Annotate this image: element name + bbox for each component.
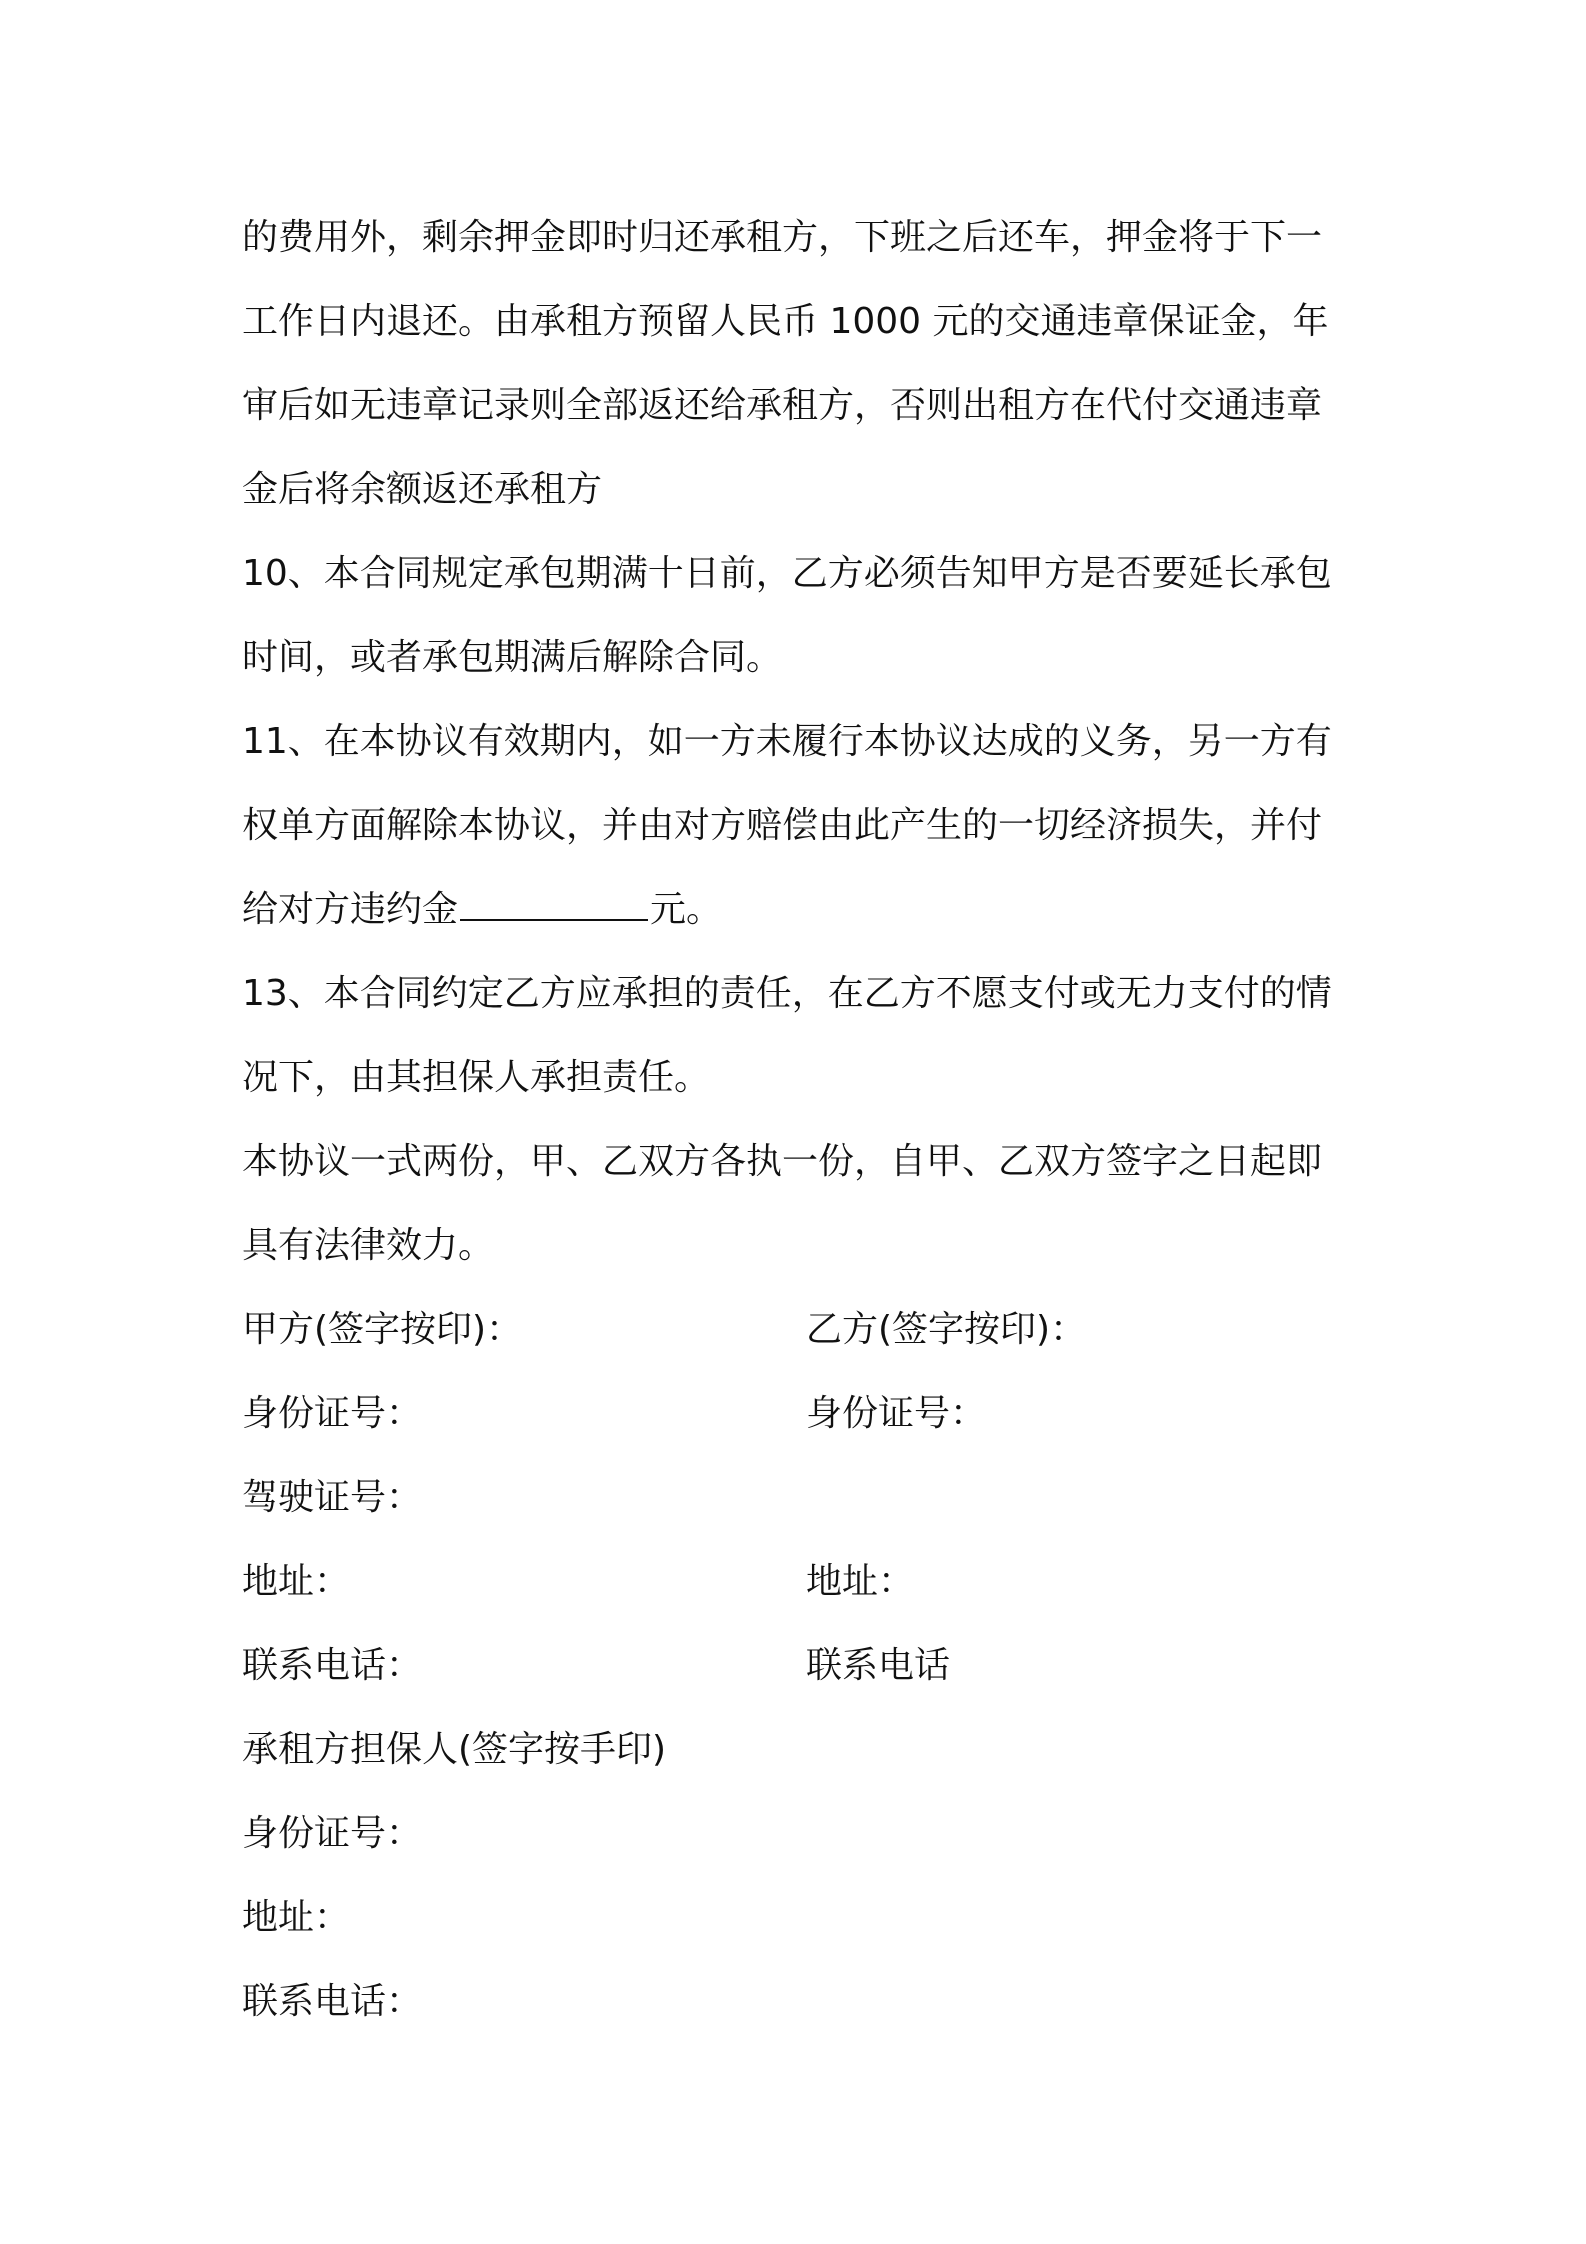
clause-11-penalty-label: 给对方违约金 (242, 889, 459, 930)
paragraph-deposit-line-2: 工作日内退还。由承租方预留人民币 1000 元的交通违章保证金，年 (242, 301, 1329, 342)
clause-10-line-1: 10、本合同规定承包期满十日前，乙方必须告知甲方是否要延长承包 (242, 553, 1332, 594)
party-b-phone-label: 联系电话 (806, 1645, 951, 1686)
clause-11-line-3 (242, 868, 1354, 952)
closing-line-2: 具有法律效力。 (242, 1225, 495, 1266)
party-a-phone-label: 联系电话： (242, 1645, 423, 1686)
party-a-address-label: 地址： (242, 1561, 351, 1602)
party-a-signature-label: 甲方(签字按印)： (242, 1309, 523, 1350)
clause-13-line-2: 况下，由其担保人承担责任。 (242, 1057, 711, 1098)
phone-row (242, 1624, 1354, 1708)
guarantor-id-label: 身份证号： (242, 1813, 423, 1854)
guarantor-phone-label: 联系电话： (242, 1981, 423, 2022)
clause-10-line-2: 时间，或者承包期满后解除合同。 (242, 637, 783, 678)
signature-row (242, 1288, 1354, 1372)
paragraph-deposit-line-3: 审后如无违章记录则全部返还给承租方，否则出租方在代付交通违章 (242, 385, 1323, 426)
clause-11-penalty-unit: 元。 (650, 889, 723, 930)
id-number-row (242, 1372, 1354, 1456)
paragraph-deposit-line-4: 金后将余额返还承租方 (242, 469, 603, 510)
party-a-id-label: 身份证号： (242, 1393, 423, 1434)
party-b-address-label: 地址： (806, 1561, 915, 1602)
license-row (242, 1456, 1354, 1540)
closing-line-1: 本协议一式两份，甲、乙双方各执一份，自甲、乙双方签字之日起即 (242, 1141, 1323, 1182)
clause-11-line-1: 11、在本协议有效期内，如一方未履行本协议达成的义务，另一方有 (242, 721, 1332, 762)
party-a-license-label: 驾驶证号： (242, 1477, 423, 1518)
party-b-signature-label: 乙方(签字按印)： (806, 1309, 1087, 1350)
penalty-amount-blank (460, 889, 648, 921)
guarantor-signature-label: 承租方担保人(签字按手印) (242, 1729, 667, 1770)
clause-11-line-2: 权单方面解除本协议，并由对方赔偿由此产生的一切经济损失，并付 (242, 805, 1323, 846)
clause-13-line-1: 13、本合同约定乙方应承担的责任，在乙方不愿支付或无力支付的情 (242, 973, 1332, 1014)
paragraph-deposit-line-1: 的费用外，剩余押金即时归还承租方，下班之后还车，押金将于下一 (242, 217, 1323, 258)
address-row (242, 1540, 1354, 1624)
guarantor-address-label: 地址： (242, 1897, 351, 1938)
party-b-id-label: 身份证号： (806, 1393, 987, 1434)
document-body (242, 196, 1354, 2044)
